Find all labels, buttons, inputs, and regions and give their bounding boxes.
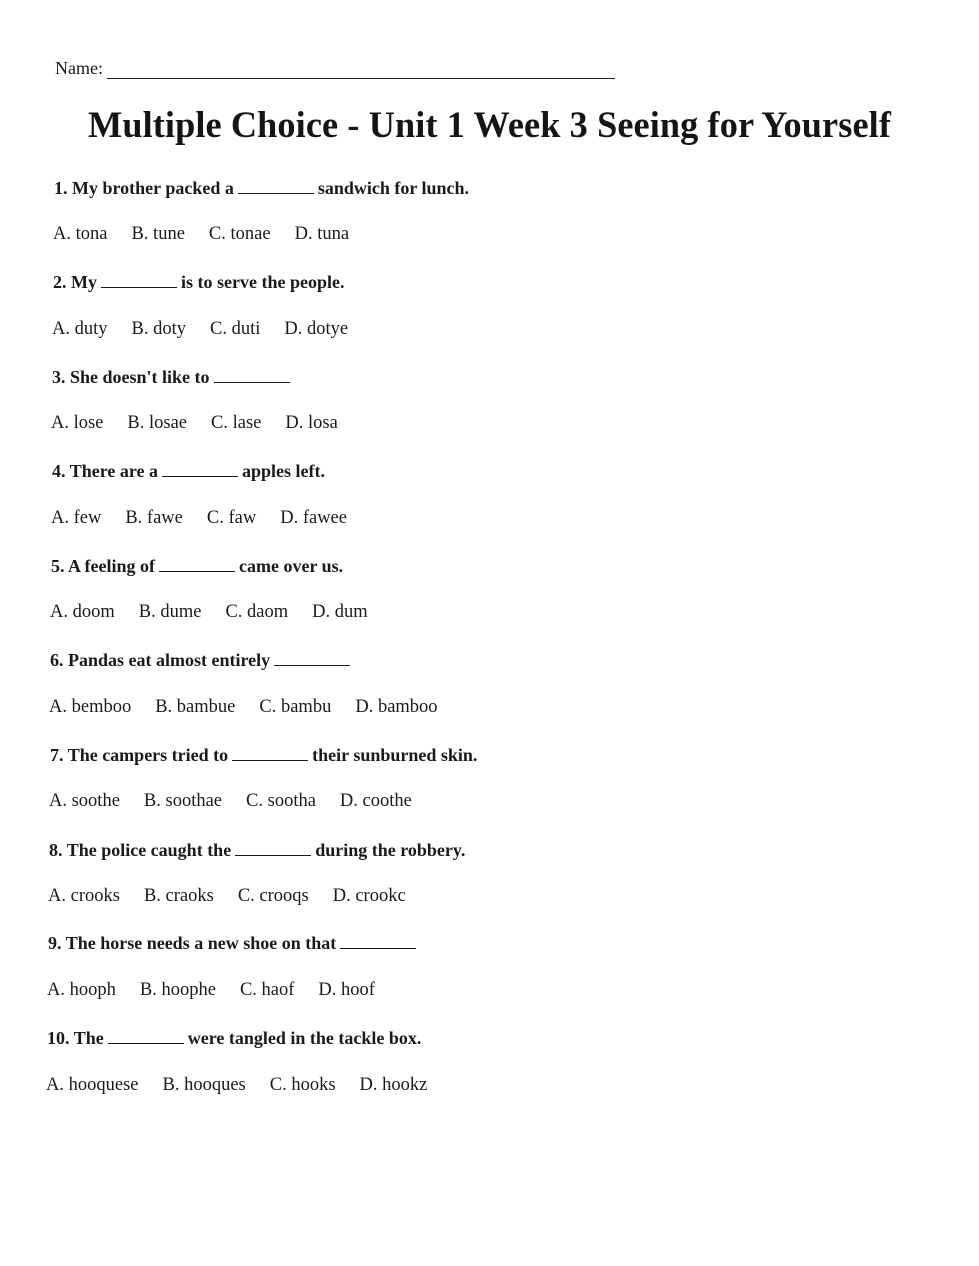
- answer-option[interactable]: B. craoks: [143, 886, 214, 906]
- question-number: 5.: [51, 556, 65, 576]
- answer-option[interactable]: C. faw: [206, 508, 257, 528]
- answer-option[interactable]: A. duty: [52, 319, 108, 339]
- answer-option[interactable]: C. lase: [211, 413, 262, 433]
- question-text-before: She doesn't like to: [70, 367, 210, 387]
- question-1: [54, 178, 469, 199]
- answer-blank[interactable]: [108, 1029, 184, 1044]
- question-number: 4.: [52, 461, 66, 481]
- question-number: 3.: [52, 367, 66, 387]
- question-number: 9.: [48, 933, 62, 953]
- answer-option[interactable]: A. soothe: [49, 791, 120, 811]
- question-text-before: The horse needs a new shoe on that: [65, 933, 337, 953]
- question-3: [52, 367, 294, 388]
- answer-blank[interactable]: [238, 179, 314, 194]
- answer-option[interactable]: D. dotye: [284, 319, 349, 339]
- answer-option[interactable]: A. doom: [50, 602, 115, 622]
- answer-blank[interactable]: [235, 841, 311, 856]
- question-6: [50, 650, 354, 671]
- question-2: [53, 272, 344, 293]
- options-3: [51, 413, 338, 434]
- question-text-after: is to serve the people.: [181, 272, 345, 292]
- question-text-before: The police caught the: [66, 840, 232, 860]
- answer-option[interactable]: B. fawe: [125, 508, 183, 528]
- question-number: 10.: [47, 1028, 70, 1048]
- answer-option[interactable]: C. duti: [209, 319, 261, 339]
- answer-option[interactable]: C. bambu: [259, 697, 332, 717]
- answer-option[interactable]: B. soothae: [143, 791, 223, 811]
- answer-option[interactable]: B. losae: [127, 413, 188, 433]
- question-4: [52, 461, 325, 482]
- options-9: [47, 980, 375, 1001]
- question-number: 8.: [49, 840, 63, 860]
- answer-blank[interactable]: [214, 368, 290, 383]
- answer-option[interactable]: D. tuna: [294, 224, 350, 244]
- question-7: [50, 745, 477, 766]
- options-1: [53, 224, 349, 245]
- answer-option[interactable]: A. lose: [51, 413, 104, 433]
- question-text-after: during the robbery.: [315, 840, 466, 860]
- answer-blank[interactable]: [101, 273, 177, 288]
- answer-option[interactable]: C. haof: [239, 980, 295, 1000]
- question-number: 7.: [50, 745, 64, 765]
- answer-option[interactable]: D. bamboo: [355, 697, 438, 717]
- answer-option[interactable]: A. hooquese: [46, 1075, 139, 1095]
- options-8: [48, 886, 406, 907]
- answer-option[interactable]: B. hoophe: [139, 980, 216, 1000]
- question-text-before: Pandas eat almost entirely: [68, 650, 271, 670]
- question-10: [47, 1028, 421, 1049]
- question-text-before: My: [71, 272, 97, 292]
- question-number: 6.: [50, 650, 64, 670]
- answer-option[interactable]: B. bambue: [155, 697, 236, 717]
- page-title: Multiple Choice - Unit 1 Week 3 Seeing for Yourself: [87, 105, 891, 146]
- answer-option[interactable]: B. hooques: [162, 1075, 246, 1095]
- question-text-before: There are a: [69, 461, 158, 481]
- question-8: [49, 840, 465, 861]
- answer-blank[interactable]: [159, 557, 235, 572]
- answer-blank[interactable]: [162, 462, 238, 477]
- answer-option[interactable]: A. bemboo: [49, 697, 132, 717]
- options-5: [50, 602, 368, 623]
- answer-blank[interactable]: [274, 651, 350, 666]
- answer-option[interactable]: A. hooph: [47, 980, 116, 1000]
- answer-option[interactable]: D. fawee: [280, 508, 347, 528]
- name-blank-line[interactable]: [107, 60, 615, 79]
- answer-option[interactable]: A. few: [51, 508, 102, 528]
- answer-option[interactable]: B. dume: [138, 602, 202, 622]
- options-6: [49, 697, 438, 718]
- question-number: 1.: [54, 178, 68, 198]
- options-2: [52, 319, 348, 340]
- answer-option[interactable]: D. dum: [312, 602, 368, 622]
- question-text-before: The campers tried to: [67, 745, 229, 765]
- question-5: [51, 556, 343, 577]
- question-text-after: sandwich for lunch.: [317, 178, 470, 198]
- answer-option[interactable]: C. daom: [225, 602, 289, 622]
- answer-option[interactable]: D. coothe: [339, 791, 412, 811]
- question-text-after: were tangled in the tackle box.: [187, 1028, 422, 1048]
- answer-option[interactable]: B. doty: [131, 319, 186, 339]
- answer-blank[interactable]: [340, 934, 416, 949]
- answer-blank[interactable]: [232, 746, 308, 761]
- name-field: [55, 58, 615, 79]
- question-number: 2.: [53, 272, 67, 292]
- answer-option[interactable]: D. hoof: [318, 980, 375, 1000]
- question-text-after: apples left.: [242, 461, 325, 481]
- question-text-before: A feeling of: [68, 556, 156, 576]
- answer-option[interactable]: D. crookc: [332, 886, 406, 906]
- answer-option[interactable]: A. crooks: [48, 886, 120, 906]
- question-text-after: their sunburned skin.: [312, 745, 478, 765]
- answer-option[interactable]: B. tune: [131, 224, 185, 244]
- options-10: [46, 1075, 427, 1096]
- question-9: [48, 933, 420, 954]
- options-7: [49, 791, 412, 812]
- answer-option[interactable]: D. losa: [285, 413, 338, 433]
- answer-option[interactable]: C. sootha: [246, 791, 316, 811]
- answer-option[interactable]: C. hooks: [269, 1075, 336, 1095]
- question-text-after: came over us.: [239, 556, 344, 576]
- name-label: Name:: [55, 58, 103, 78]
- answer-option[interactable]: C. crooqs: [237, 886, 309, 906]
- answer-option[interactable]: D. hookz: [359, 1075, 428, 1095]
- answer-option[interactable]: A. tona: [53, 224, 108, 244]
- question-text-before: My brother packed a: [72, 178, 234, 198]
- options-4: [51, 508, 347, 529]
- answer-option[interactable]: C. tonae: [208, 224, 271, 244]
- question-text-before: The: [73, 1028, 104, 1048]
